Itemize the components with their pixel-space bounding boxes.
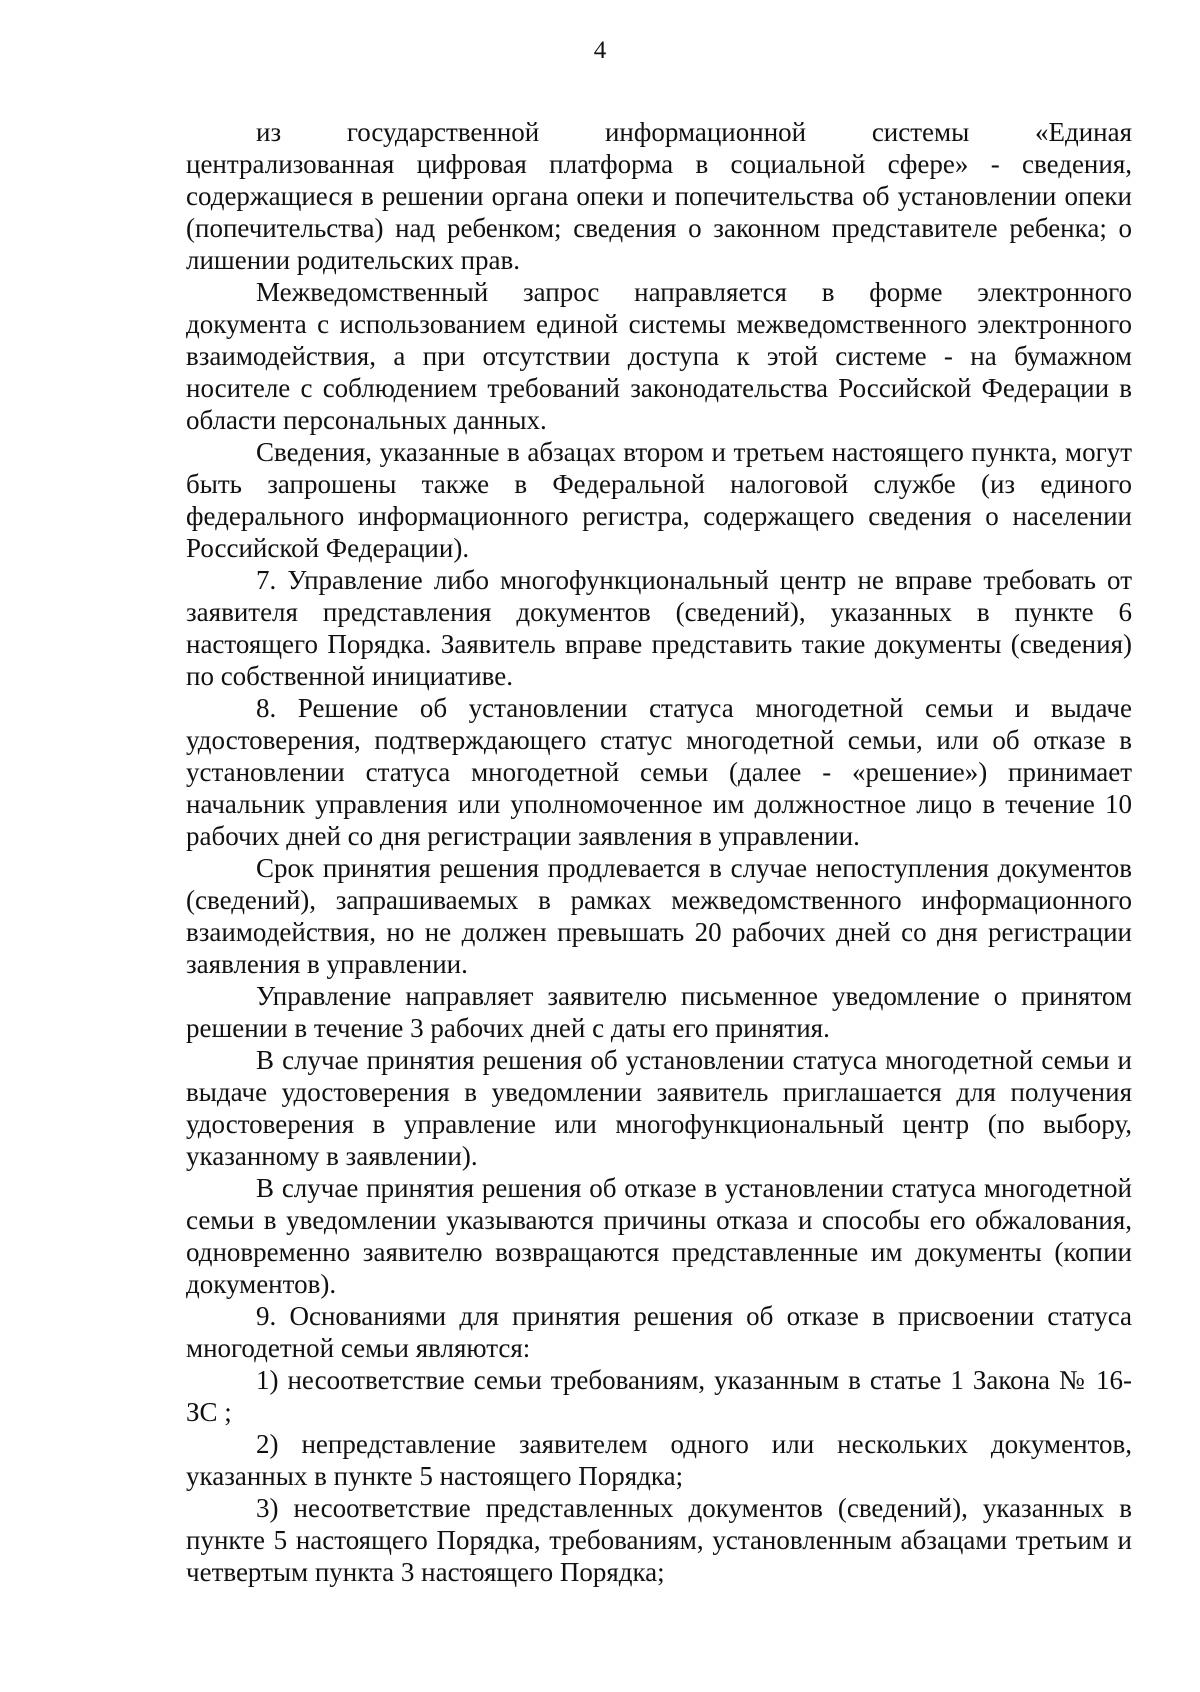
- list-item-1: 1) несоответствие семьи требованиям, указанным в статье 1 Закона № 16-ЗС ;: [186, 1365, 1132, 1427]
- paragraph-2-continuation: документа с использованием единой системы межведомственного электронного взаимодействия, а при отсутствии доступа к этой системе - на бумажном носителе с соблюдением требований законодательства Российской Федерации в области персональных данных.: [186, 309, 1132, 435]
- paragraph-3: Сведения, указанные в абзацах втором и третьем настоящего пункта, могут быть запрошены также в Федеральной налоговой службе (из единого федерального информационного регистра, содержащего сведения о населении Российской Федерации).: [186, 437, 1132, 563]
- paragraph-2-first-line: Межведомственный запрос направляется в форме электронного: [256, 277, 1132, 307]
- paragraph-1-first-line: из государственной информационной системы «Единая: [256, 117, 1132, 147]
- paragraph-item-8: 8. Решение об установлении статуса многодетной семьи и выдаче удостоверения, подтверждающего статус многодетной семьи, или об отказе в установлении статуса многодетной семьи (далее - «решение») принимает начальник управления или уполномоченное им должностное лицо в течение 10 рабочих дней со дня регистрации заявления в управлении.: [186, 693, 1132, 851]
- paragraph-item-7: 7. Управление либо многофункциональный центр не вправе требовать от заявителя представления документов (сведений), указанных в пункте 6 настоящего Порядка. Заявитель вправе представить такие документы (сведения) по собственной инициативе.: [186, 565, 1132, 691]
- list-item-2: 2) непредставление заявителем одного или нескольких документов, указанных в пункте 5 настоящего Порядка;: [186, 1429, 1132, 1491]
- paragraph-approval-case: В случае принятия решения об установлении статуса многодетной семьи и выдаче удостоверения в уведомлении заявитель приглашается для получения удостоверения в управление или многофункциональный центр (по выбору, указанному в заявлении).: [186, 1045, 1132, 1171]
- paragraph-notification: Управление направляет заявителю письменное уведомление о принятом решении в течение 3 рабочих дней с даты его принятия.: [186, 981, 1132, 1043]
- list-item-3: 3) несоответствие представленных документов (сведений), указанных в пункте 5 настоящего Порядка, требованиям, установленным абзацами третьим и четвертым пункта 3 настоящего Порядка;: [186, 1493, 1132, 1587]
- page-number: 4: [593, 37, 607, 64]
- paragraph-1-continuation: централизованная цифровая платформа в социальной сфере» - сведения, содержащиеся в решении органа опеки и попечительства об установлении опеки (попечительства) над ребенком; сведения о законном представителе ребенка; о лишении родительских прав.: [186, 149, 1132, 275]
- paragraph-deadline-extension: Срок принятия решения продлевается в случае непоступления документов (сведений), запрашиваемых в рамках межведомственного информационного взаимодействия, но не должен превышать 20 рабочих дней со дня регистрации заявления в управлении.: [186, 853, 1132, 979]
- document-body: [186, 116, 1132, 1588]
- paragraph-item-9: 9. Основаниями для принятия решения об отказе в присвоении статуса многодетной семьи являются:: [186, 1301, 1132, 1363]
- paragraph-refusal-case: В случае принятия решения об отказе в установлении статуса многодетной семьи в уведомлении указываются причины отказа и способы его обжалования, одновременно заявителю возвращаются представленные им документы (копии документов).: [186, 1173, 1132, 1299]
